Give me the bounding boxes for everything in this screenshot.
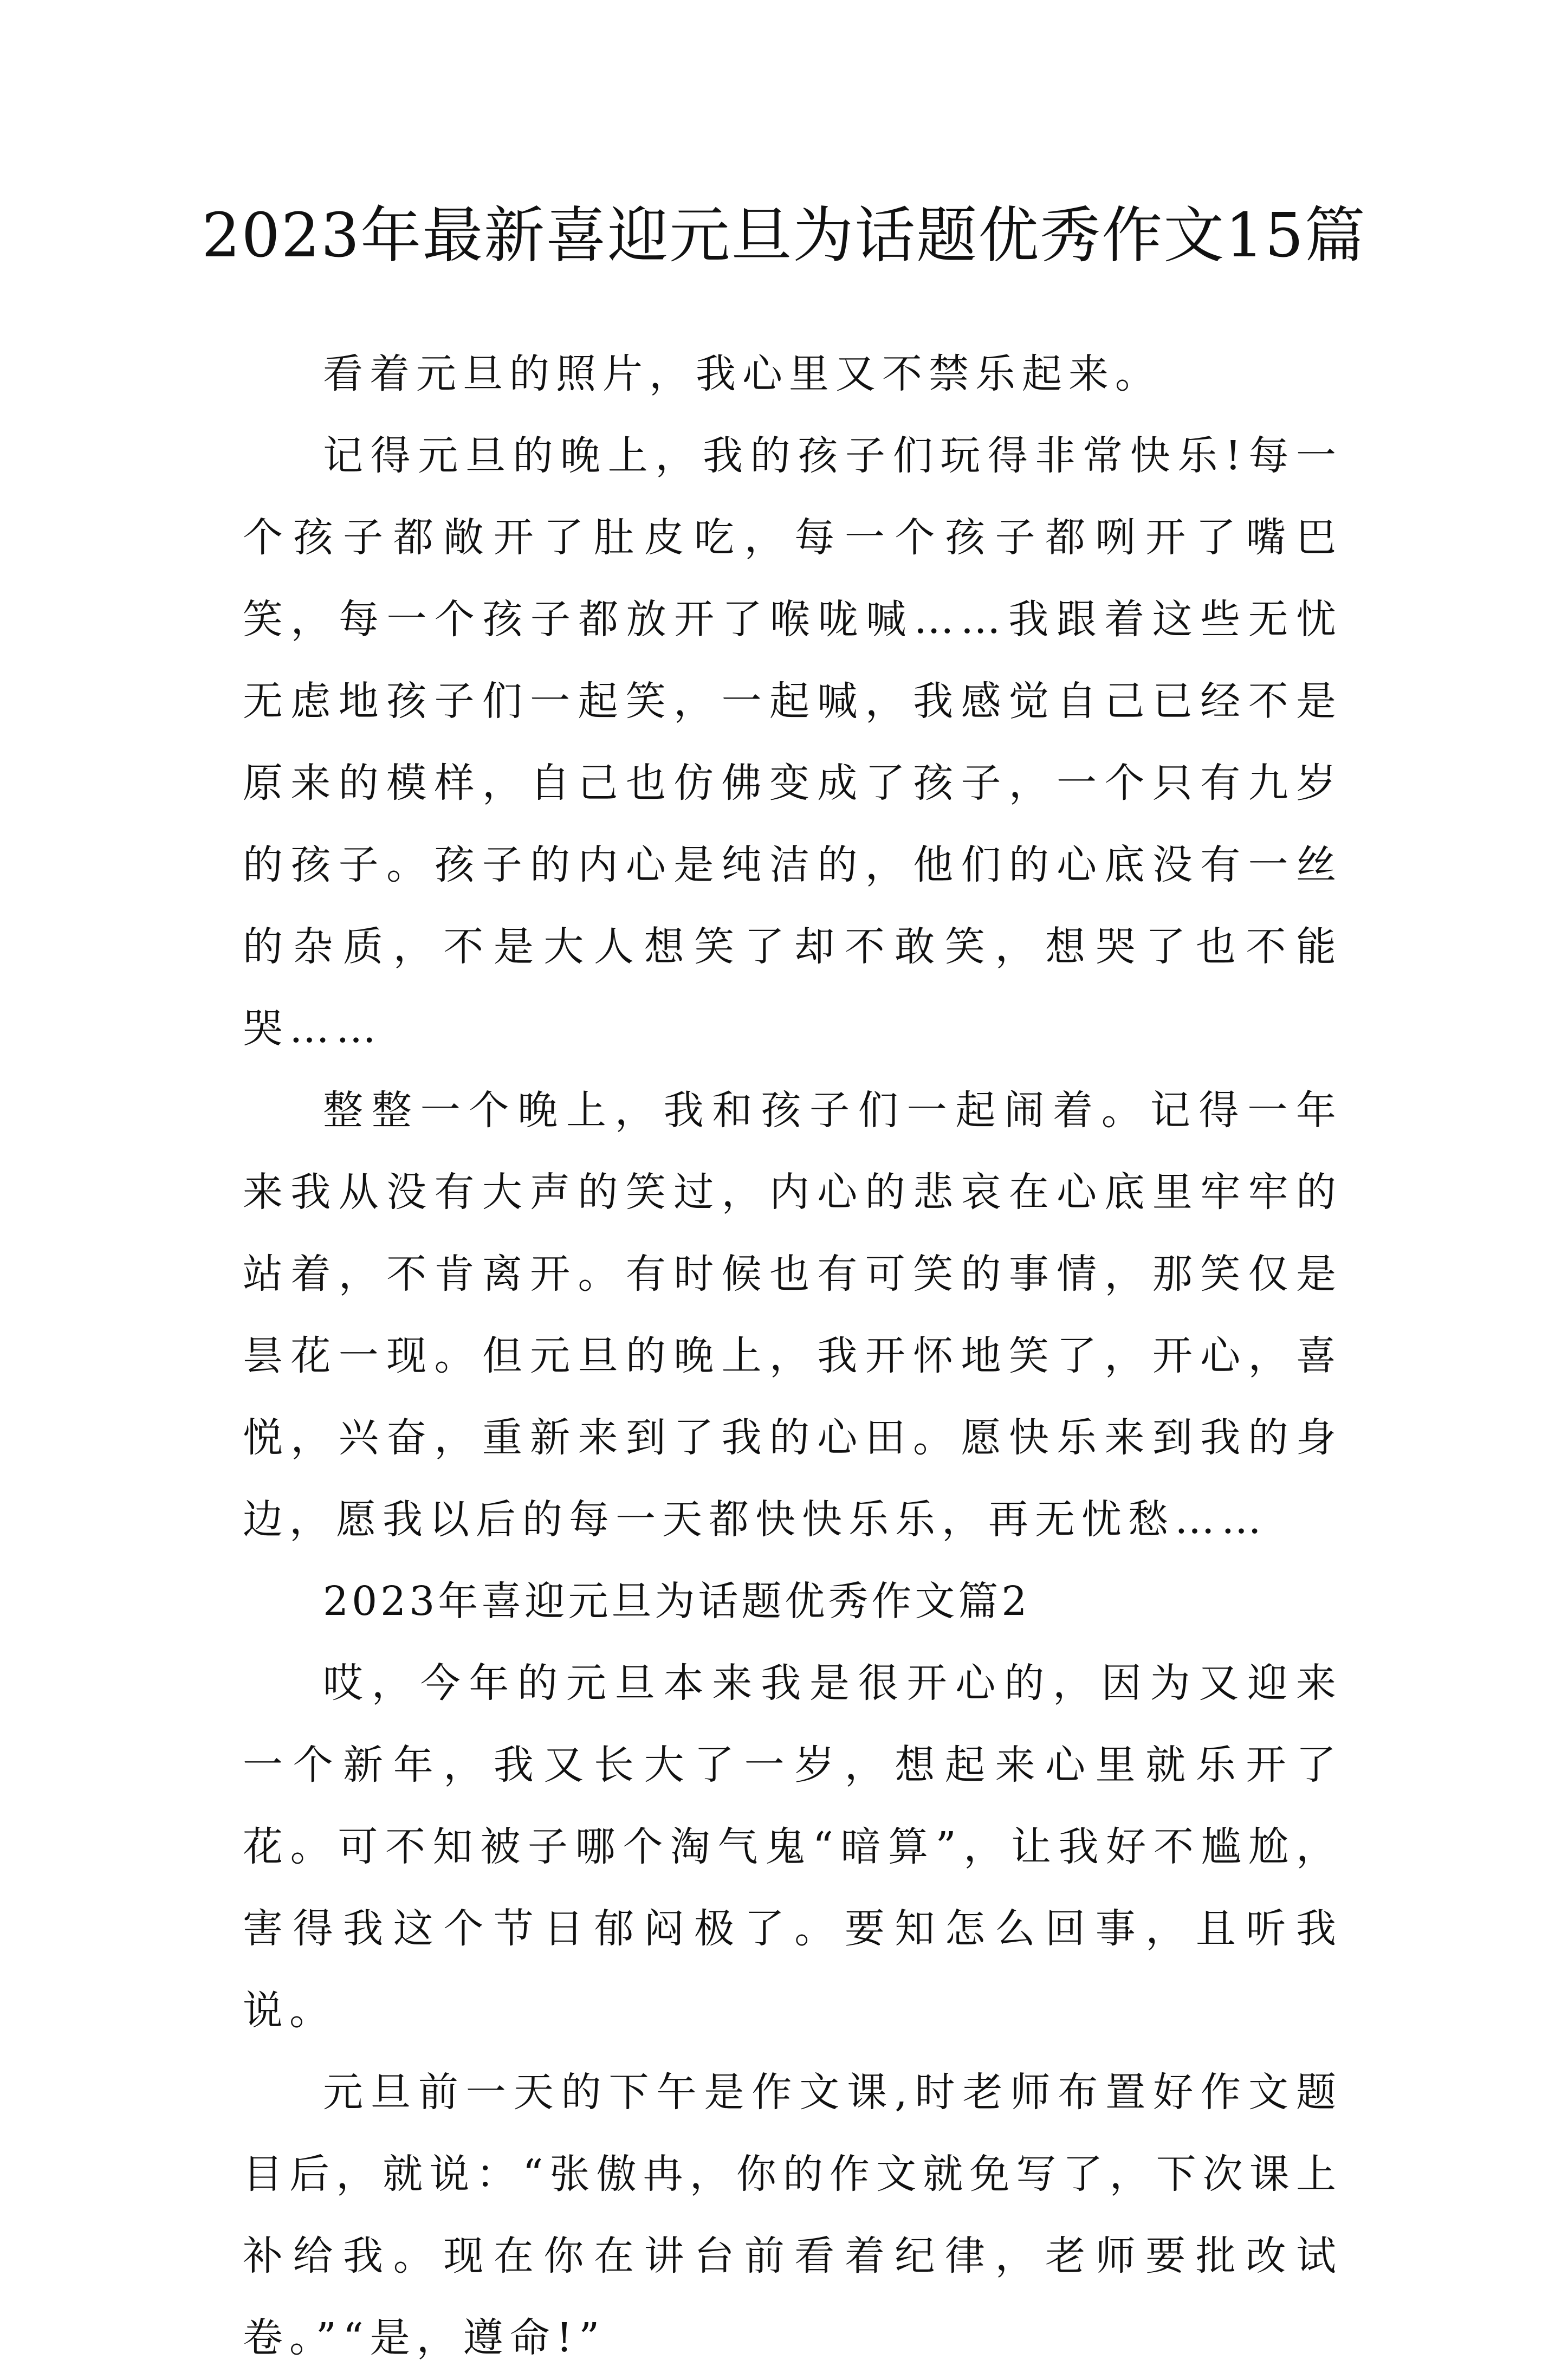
document-body	[243, 333, 1343, 2379]
paragraph-1: 看着元旦的照片，我心里又不禁乐起来。	[323, 351, 1162, 397]
paragraph-5: 元旦前一天的下午是作文课,时老师布置好作文题目后，就说：“张傲冉，你的作文就免写了，下次课上补给我。现在你在讲台前看着纪律，老师要批改试卷。”“是，遵命!”	[243, 2069, 1343, 2361]
paragraph-2: 记得元旦的晚上，我的孩子们玩得非常快乐!每一个孩子都敞开了肚皮吃，每一个孩子都咧开了嘴巴笑，每一个孩子都放开了喉咙喊……我跟着这些无忧无虑地孩子们一起笑，一起喊，我感觉自己已经不是原来的模样，自己也仿佛变成了孩子，一个只有九岁的孩子。孩子的内心是纯洁的，他们的心底没有一丝的杂质，不是大人想笑了却不敢笑，想哭了也不能哭……	[243, 432, 1343, 1052]
paragraph-4: 哎，今年的元旦本来我是很开心的，因为又迎来一个新年，我又长大了一岁，想起来心里就乐开了花。可不知被子哪个淘气鬼“暗算”，让我好不尴尬，害得我这个节日郁闷极了。要知怎么回事，且听我说。	[243, 1660, 1343, 2034]
paragraph-3: 整整一个晚上，我和孩子们一起闹着。记得一年来我从没有大声的笑过，内心的悲哀在心底里牢牢的站着，不肯离开。有时候也有可笑的事情，那笑仅是昙花一现。但元旦的晚上，我开怀地笑了，开心，喜悦，兴奋，重新来到了我的心田。愿快乐来到我的身边，愿我以后的每一天都快快乐乐，再无忧愁……	[243, 1087, 1343, 1543]
document-title: 2023年最新喜迎元旦为话题优秀作文15篇	[202, 201, 1366, 271]
section-heading: 2023年喜迎元旦为话题优秀作文篇2	[323, 1578, 1031, 1625]
